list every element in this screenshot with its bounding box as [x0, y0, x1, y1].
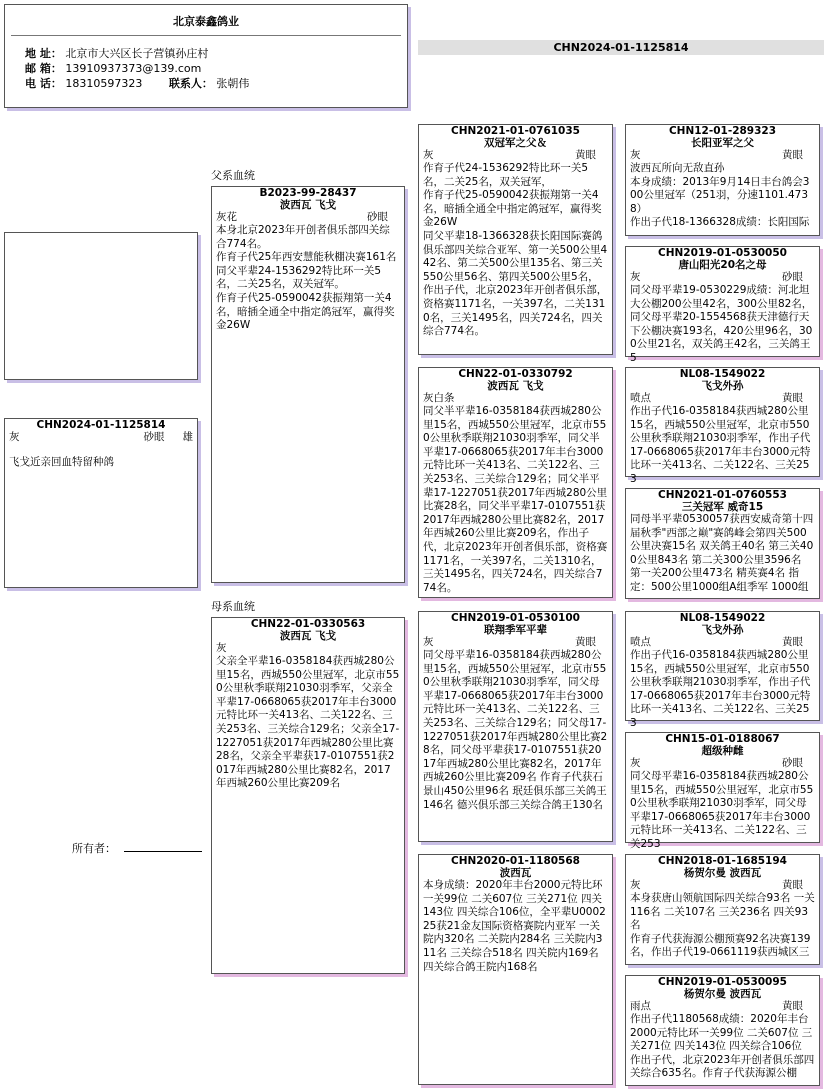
card-text: 作出子代1180568成绩：2020年丰台2000元特比环一关99位 二关607位 三关271位 四关143位 四关综合106位 作出子代，北京2023年开创者俱乐部四关综合635名。作育子代获海源公棚 — [630, 1013, 815, 1080]
card-eye: 黄眼 — [782, 149, 803, 161]
card-name: 飞戈外孙 — [701, 624, 744, 636]
card-ring: CHN2021-01-0761035 — [451, 125, 580, 137]
subject-color: 灰 — [9, 431, 20, 443]
mf-card — [418, 611, 613, 842]
card-eye: 黄眼 — [782, 636, 803, 648]
card-name: 唐山阳光20名之母 — [678, 259, 767, 271]
subject-eye: 砂眼 — [143, 431, 165, 443]
card-eye: 黄眼 — [782, 392, 803, 404]
card-text: 本身北京2023年开创者俱乐部四关综合774名。 作育子代25年西安慧能秋棚决赛161名 同父平辈24-1536292特比环一关5名，二关25名，双关冠军。 作育子代25-0590042获振翔第一关4名，暗插全通全中指定鸽冠军，赢得奖金26W — [216, 224, 397, 332]
ff-card — [418, 124, 613, 355]
fmf-card — [625, 367, 820, 485]
email-value: 13910937373@139.com — [65, 62, 202, 75]
card-text: 同父半平辈16-0358184获西城280公里15名，西城550公里冠军，北京市550公里秋季联翔21030羽季军，同父半平辈17-0668065获2017年丰台3000元特比环一关413名、二关122名、三关253名、三关综合129名；同父半平辈17-1227051获2017年西城280公里比赛28名，同父半平辈17-0107551获2017年西城280公里比赛82名，2017年西城260公里比赛209名，作出子代，北京2023年开创者俱乐部，资格赛1171名，一关397名，二关1310名，三关1495名，四关724名，四关综合774名。 — [423, 405, 608, 594]
card-text: 作育子代24-1536292特比环一关5名，二关25名，双关冠军， 作育子代25-0590042获振翔第一关4名，暗插全通全中指定鸽冠军，赢得奖金26W 同父平辈18-1366328获长阳国际赛鸽俱乐部四关综合亚军、第一关500公里442名、第二关500公里135名、第三关550公里56名、第四关500公里5名，作出子代，北京2023年开创者俱乐部，资格赛1171名，一关397名，二关1310名，三关1495名，四关724名，四关综合774名。 — [423, 162, 608, 338]
card-text: 作出子代16-0358184获西城280公里15名，西城550公里冠军，北京市550公里秋季联翔21030羽季军，作出子代17-0668065获2017年丰台3000元特比环一关413名、二关122名、三关253 — [630, 405, 811, 485]
card-attrs — [419, 636, 612, 649]
card-color: 喷点 — [630, 636, 651, 648]
card-name: 波西瓦 飞戈 — [487, 380, 544, 392]
subject-attrs — [5, 431, 197, 444]
card-ring: CHN22-01-0330792 — [458, 368, 573, 380]
mfm-card — [625, 732, 820, 850]
address-label: 地 址： — [25, 47, 62, 60]
card-ring: NL08-1549022 — [679, 612, 766, 624]
card-color: 灰 — [216, 642, 227, 654]
card-name: 波西瓦 — [499, 867, 532, 879]
owner-blank — [124, 851, 202, 852]
card-attrs — [626, 636, 819, 649]
card-text: 同父母平辈19-0530229成绩：河北坦大公棚200公里42名，300公里82名，同父母平辈20-1554568获天津德行天下公棚决赛193名，420公里96名，300公里21名，双关鸽王42名，三关鸽王5 — [630, 284, 813, 364]
card-ring: CHN2019-01-0530100 — [451, 612, 580, 624]
owner-line — [72, 840, 202, 856]
card-ring: CHN15-01-0188067 — [665, 733, 780, 745]
card-attrs — [419, 149, 612, 162]
card-name: 波西瓦 飞戈 — [279, 199, 337, 211]
card-ring: CHN2020-01-1180568 — [451, 855, 580, 867]
fm-card — [418, 367, 613, 598]
card-text: 同父母平辈16-0358184获西城280公里15名，西城550公里冠军，北京市550公里秋季联翔21030羽季军，同父母平辈17-0668065获2017年丰台3000元特比环一关413名、二关122名、三关253 — [630, 770, 814, 850]
phone-line — [25, 75, 249, 91]
card-eye: 砂眼 — [782, 757, 803, 769]
card-attrs — [626, 392, 819, 405]
card-color: 灰 — [630, 271, 641, 283]
owner-label: 所有者： — [72, 842, 116, 855]
card-text: 同母半平辈0530057获西安威奇第十四届秋季"西部之巅"赛鸽峰会第四关500公里决赛15名 双关鸽王40名 第三关400公里843名 第二关300公里3596名 第一关200公里473名 精英赛4名 指定：500公里1000组A组季军 1000组 — [630, 513, 814, 593]
mother-section-label: 母系血统 — [211, 600, 255, 613]
card-name: 波西瓦 飞戈 — [279, 630, 337, 642]
card-name: 双冠军之父＆ — [484, 137, 547, 149]
card-color: 喷点 — [630, 392, 651, 404]
ffm-card — [625, 246, 820, 364]
mother-card — [211, 617, 405, 974]
card-color: 雨点 — [630, 1000, 651, 1012]
card-color: 灰 — [630, 879, 641, 891]
card-ring: CHN2019-01-0530095 — [658, 976, 787, 988]
card-text: 波西瓦所向无敌直孙 本身成绩：2013年9月14日丰台鸽会300公里冠军（251羽，分速1101.4738） 作出子代18-1366328成绩：长阳国际 — [630, 162, 810, 229]
card-name: 超级种雌 — [701, 745, 744, 757]
phone-label: 电 话： — [25, 77, 62, 90]
phone-value: 18310597323 — [65, 77, 143, 90]
card-text: 作出子代16-0358184获西城280公里15名，西城550公里冠军，北京市550公里秋季联翔21030羽季军，作出子代17-0668065获2017年丰台3000元特比环一关413名、二关122名、三关253 — [630, 649, 811, 729]
card-eye: 砂眼 — [367, 211, 388, 223]
breeder-name: 北京泰鑫鸽业 — [11, 5, 401, 36]
card-name: 杨贺尔曼 波西瓦 — [683, 867, 762, 879]
address-value: 北京市大兴区长子营镇孙庄村 — [65, 47, 209, 60]
breeder-info-box — [4, 4, 408, 108]
card-name: 飞戈外孙 — [701, 380, 744, 392]
card-ring: CHN2021-01-0760553 — [658, 489, 787, 501]
email-label: 邮 箱： — [25, 62, 62, 75]
address-line — [25, 45, 208, 61]
card-eye: 黄眼 — [782, 1000, 803, 1012]
email-line — [25, 60, 201, 76]
mmf-card — [625, 854, 820, 965]
fmm-card — [625, 488, 820, 599]
card-text: 本身获唐山领航国际四关综合93名 一关116名 二关107名 三关236名 四关93名 作育子代获海源公棚预赛92名决赛139名，作出子代19-0661119获西城区三 — [630, 892, 815, 959]
card-color: 灰 — [630, 757, 641, 769]
card-attrs — [626, 149, 819, 162]
subject-ring: CHN2024-01-1125814 — [36, 419, 166, 431]
card-eye: 黄眼 — [575, 149, 596, 161]
subject-note: 飞戈近亲回血特留种鸽 — [9, 456, 114, 468]
card-attrs — [626, 1000, 819, 1013]
card-ring: CHN2019-01-0530050 — [658, 247, 787, 259]
card-name: 杨贺尔曼 波西瓦 — [683, 988, 762, 1000]
card-attrs — [626, 271, 819, 284]
card-attrs — [626, 879, 819, 892]
top-ring-bar: CHN2024-01-1125814 — [418, 40, 824, 55]
card-color: 灰 — [423, 636, 434, 648]
card-eye: 砂眼 — [782, 271, 803, 283]
card-attrs — [212, 642, 404, 655]
card-color: 灰白条 — [423, 392, 455, 404]
card-text: 父亲全平辈16-0358184获西城280公里15名，西城550公里冠军，北京市550公里秋季联翔21030羽季军，父亲全平辈17-0668065获2017年丰台3000元特比环一关413名、二关122名、三关253名、三关综合129名；父亲全17-1227051获2017年西城280公里比赛28名，父亲全平辈获17-0107551获2017年西城280公里比赛82名，2017年西城260公里比赛209名 — [216, 655, 400, 790]
card-attrs — [626, 757, 819, 770]
card-ring: CHN22-01-0330563 — [250, 618, 366, 630]
card-ring: CHN12-01-289323 — [668, 125, 777, 137]
card-eye: 黄眼 — [782, 879, 803, 891]
card-eye: 黄眼 — [575, 636, 596, 648]
mm-card — [418, 854, 613, 1085]
contact-label: 联系人： — [168, 77, 213, 90]
subject-card — [4, 418, 198, 588]
card-ring: NL08-1549022 — [679, 368, 766, 380]
card-name: 联翔季军平辈 — [484, 624, 547, 636]
card-color: 灰 — [630, 149, 641, 161]
card-color: 灰 — [423, 149, 434, 161]
card-ring: B2023-99-28437 — [259, 187, 357, 199]
card-text: 本身成绩：2020年丰台2000元特比环一关99位 二关607位 三关271位 四关143位 四关综合106位，全平辈U000225获21金友国际资格赛院内亚军 一关院内320名 二关院内284名 三关院内311名 三关综合518名 四关院内169名 四关综合鸽王院内168名 — [423, 879, 606, 973]
subject-sex: 雄 — [182, 431, 193, 443]
mff-card — [625, 611, 820, 729]
fff-card — [625, 124, 820, 236]
mmm-card — [625, 975, 820, 1086]
father-section-label: 父系血统 — [211, 169, 255, 182]
card-attrs — [419, 392, 612, 405]
father-card — [211, 186, 405, 583]
contact-value: 张朝伟 — [216, 77, 250, 90]
card-name: 三关冠军 威奇15 — [681, 501, 764, 513]
card-name: 长阳亚军之父 — [691, 137, 754, 149]
card-attrs — [212, 211, 404, 224]
photo-placeholder — [4, 232, 198, 380]
card-ring: CHN2018-01-1685194 — [658, 855, 787, 867]
card-color: 灰花 — [216, 211, 237, 223]
card-text: 同父母平辈16-0358184获西城280公里15名，西城550公里冠军，北京市550公里秋季联翔21030羽季军，同父母平辈17-0668065获2017年丰台3000元特比环一关413名、二关122名、三关253名、三关综合129名；同父母17-1227051获2017年西城280公里比赛28名，同父母平辈获17-0107551获2017年西城280公里比赛82名，2017年西城260公里比赛209名 作育子代获石景山450公里96名 珉廷俱乐部三关鸽王146名 德兴俱乐部三关综合鸽王130名 — [423, 649, 608, 811]
